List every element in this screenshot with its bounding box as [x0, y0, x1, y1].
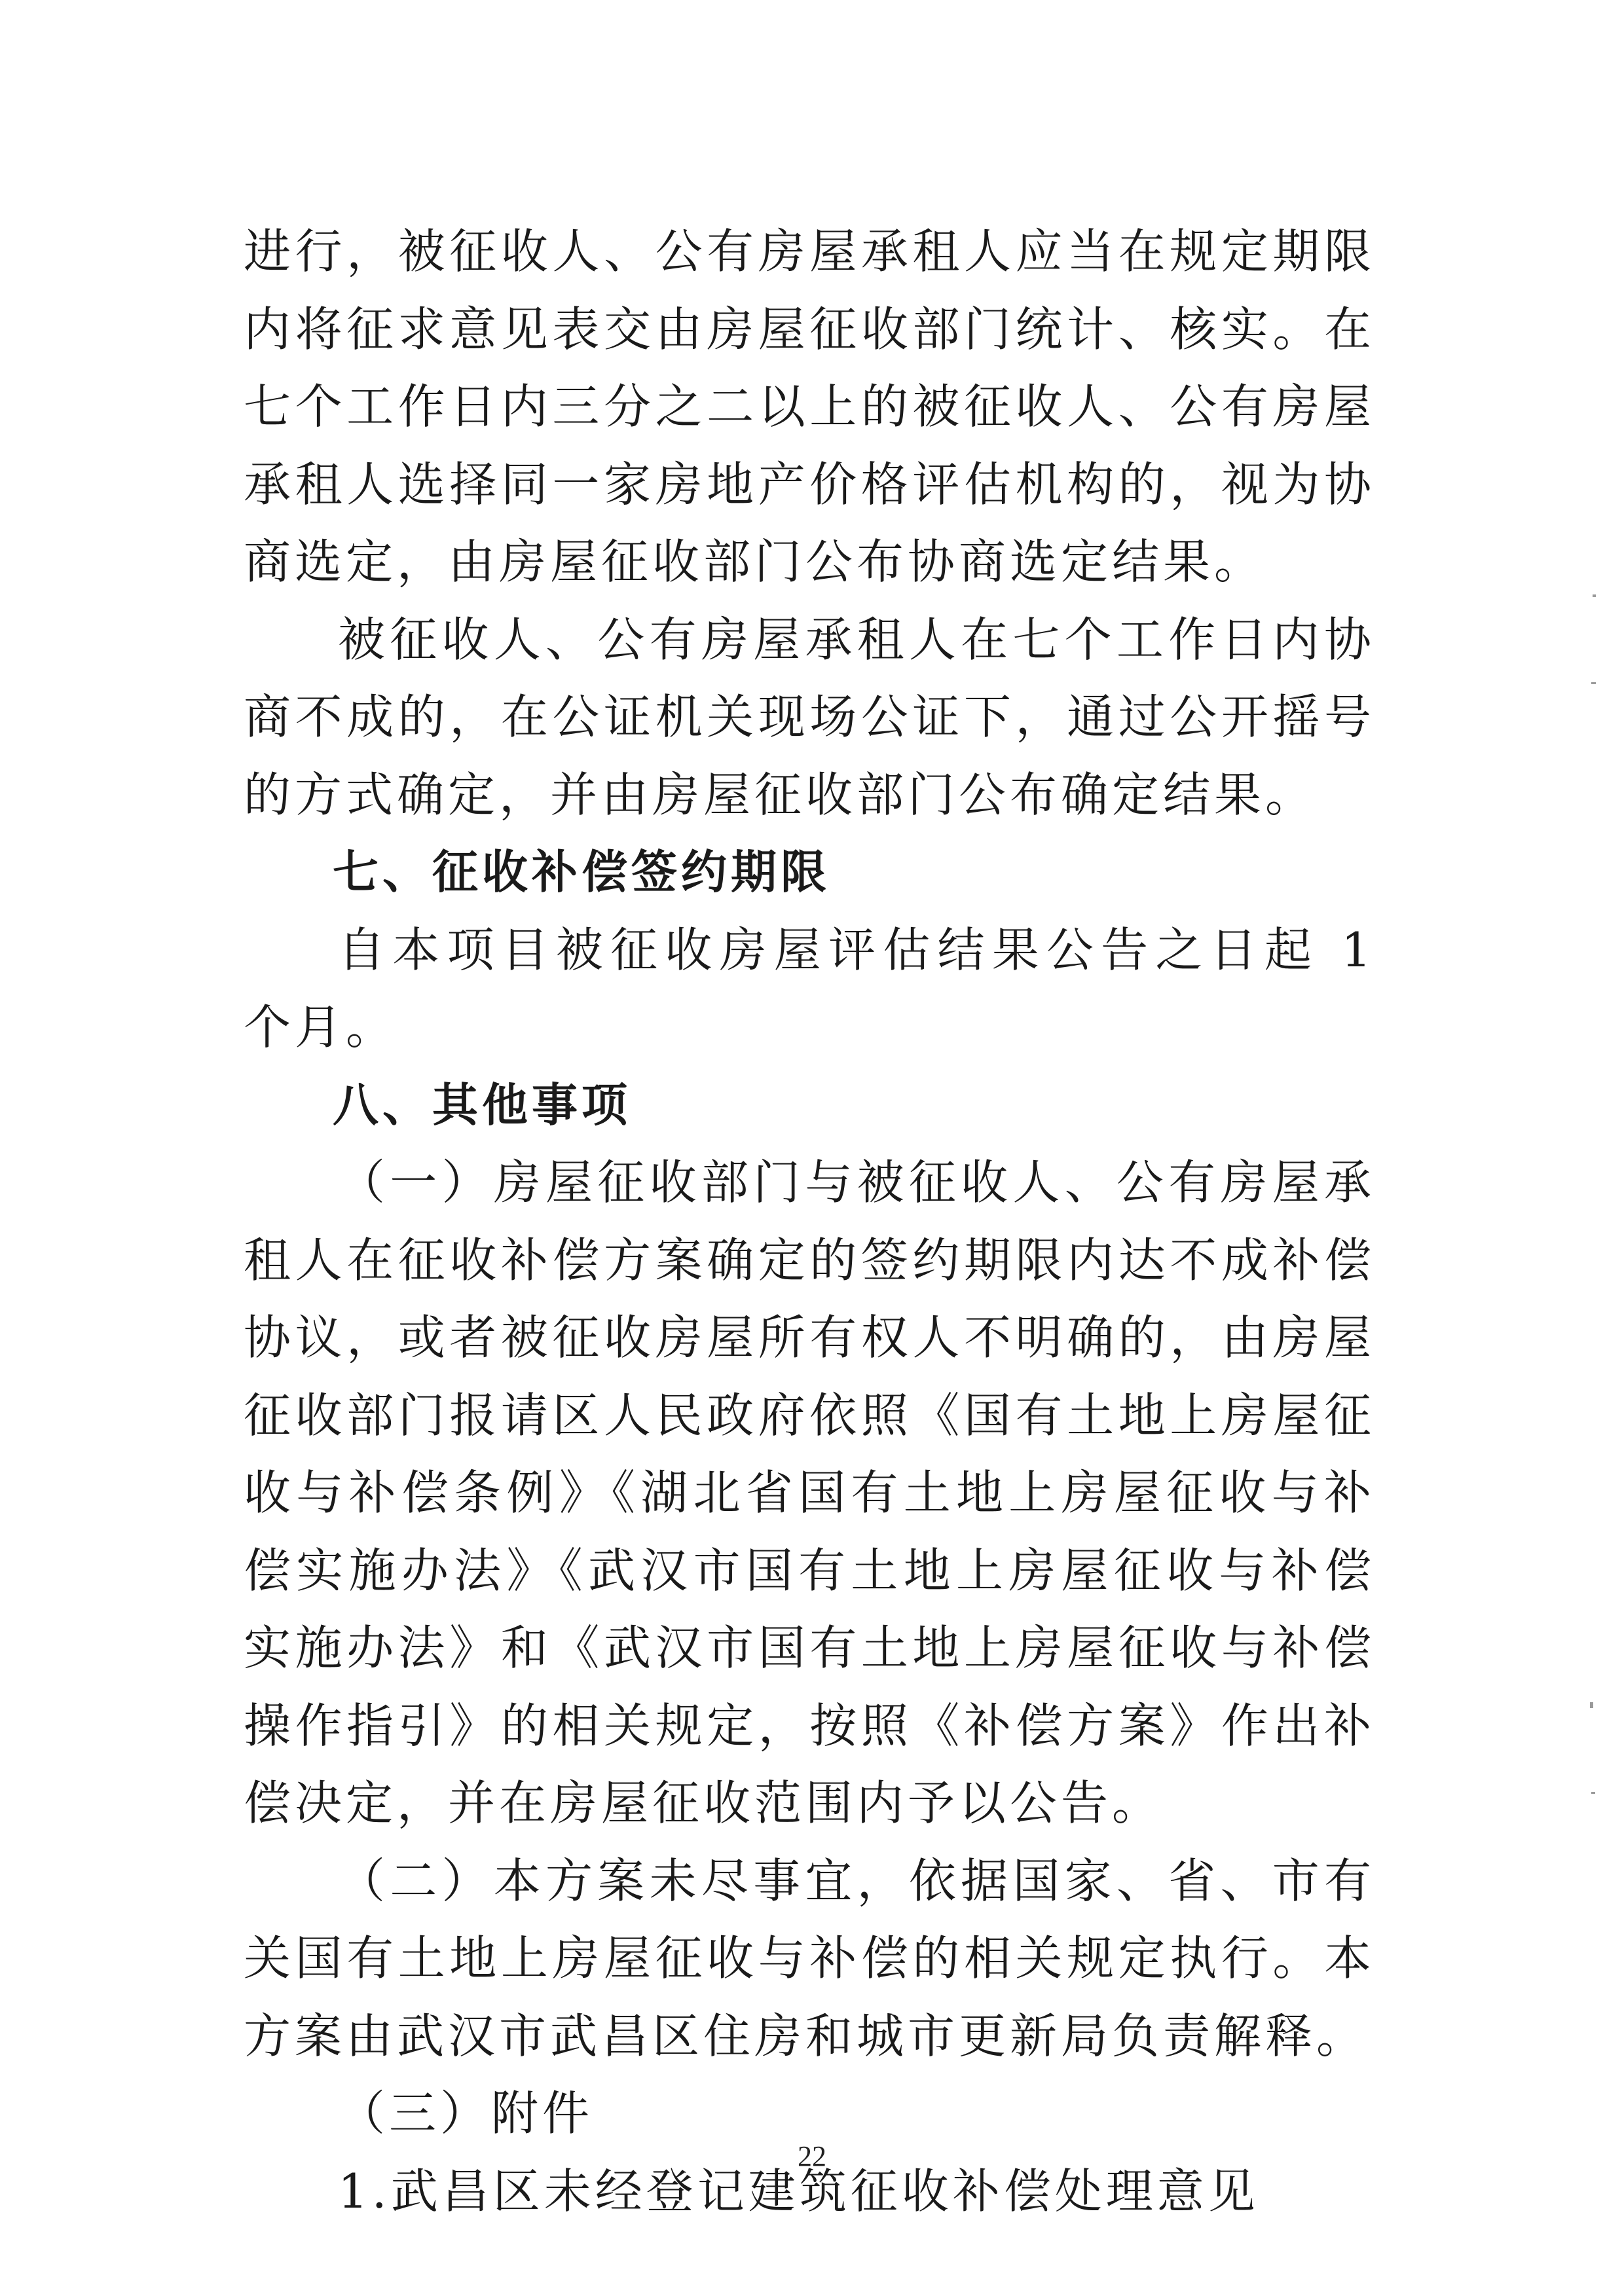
page-number: 22 [798, 2140, 826, 2172]
heading-section-seven: 七、征收补偿签约期限 [333, 845, 830, 899]
paragraph-attachments-label: （三）附件 [338, 2086, 594, 2141]
scan-speck [1591, 1792, 1595, 1794]
paragraph-unresolved-matters: （二）本方案未尽事宜，依据国家、省、市有关国有土地上房屋征收与补偿的相关规定执行。本方案由武汉市武昌区住房和城市更新局负责解释。 [244, 1853, 1375, 2064]
scan-speck [1591, 682, 1596, 684]
paragraph-attachment-item-1: 1.武昌区未经登记建筑征收补偿处理意见 [338, 2163, 1259, 2219]
paragraph-signing-period: 自本项目被征收房屋评估结果公告之日起 1 个月。 [244, 922, 1375, 1055]
scan-speck [1590, 1702, 1593, 1708]
heading-section-eight: 八、其他事项 [333, 1078, 631, 1132]
paragraph-compensation-decision: （一）房屋征收部门与被征收人、公有房屋承租人在征收补偿方案确定的签约期限内达不成补偿协议，或者被征收房屋所有权人不明确的，由房屋征收部门报请区人民政府依照《国有土地上房屋征收与补偿条例》《湖北省国有土地上房屋征收与补偿实施办法》《武汉市国有土地上房屋征收与补偿实施办法》和《武汉市国有土地上房屋征收与补偿操作指引》的相关规定，按照《补偿方案》作出补偿决定，并在房屋征收范围内予以公告。 [244, 1155, 1375, 1831]
paragraph-evaluation-selection: 进行，被征收人、公有房屋承租人应当在规定期限内将征求意见表交由房屋征收部门统计、核实。在七个工作日内三分之二以上的被征收人、公有房屋承租人选择同一家房地产价格评估机构的，视为协商选定，由房屋征收部门公布协商选定结果。 [244, 224, 1375, 589]
document-body [244, 213, 1375, 2230]
paragraph-lottery-method: 被征收人、公有房屋承租人在七个工作日内协商不成的，在公证机关现场公证下，通过公开摇号的方式确定，并由房屋征收部门公布确定结果。 [244, 611, 1375, 822]
scan-speck [1593, 594, 1596, 597]
